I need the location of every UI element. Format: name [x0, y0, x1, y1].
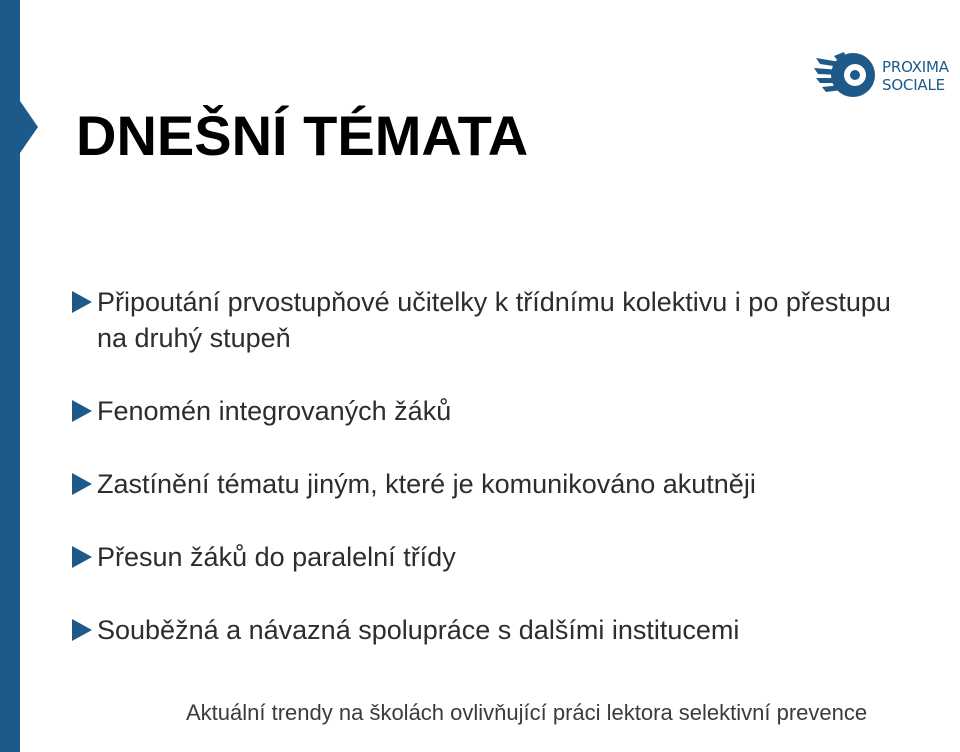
play-arrow-icon [72, 546, 92, 568]
hand-icon [812, 48, 878, 102]
list-item [72, 284, 897, 356]
list-item [72, 393, 942, 429]
play-arrow-icon [72, 473, 92, 495]
proxima-sociale-logo [812, 46, 960, 106]
logo-line-1: PROXIMA [882, 58, 949, 76]
bullet-list [72, 284, 942, 685]
list-item [72, 466, 942, 502]
logo-line-2: SOCIALE [882, 76, 945, 94]
play-arrow-icon [72, 400, 92, 422]
bullet-text: Zastínění tématu jiným, které je komunikováno akutněji [97, 469, 756, 499]
slide-title: DNEŠNÍ TÉMATA [76, 104, 529, 167]
play-arrow-icon [72, 291, 92, 313]
list-item [72, 539, 942, 575]
bullet-text: Fenomén integrovaných žáků [97, 396, 452, 426]
bullet-text: Připoutání prvostupňové učitelky k třídnímu kolektivu i po přestupu na druhý stupeň [97, 287, 891, 353]
bullet-text: Souběžná a návazná spolupráce s dalšími institucemi [97, 615, 740, 645]
logo-wordmark [882, 58, 960, 94]
play-arrow-icon [72, 619, 92, 641]
bullet-text: Přesun žáků do paralelní třídy [97, 542, 456, 572]
slide-footer: Aktuální trendy na školách ovlivňující práci lektora selektivní prevence [186, 700, 868, 725]
list-item [72, 612, 942, 648]
side-arrow-icon [0, 101, 38, 153]
